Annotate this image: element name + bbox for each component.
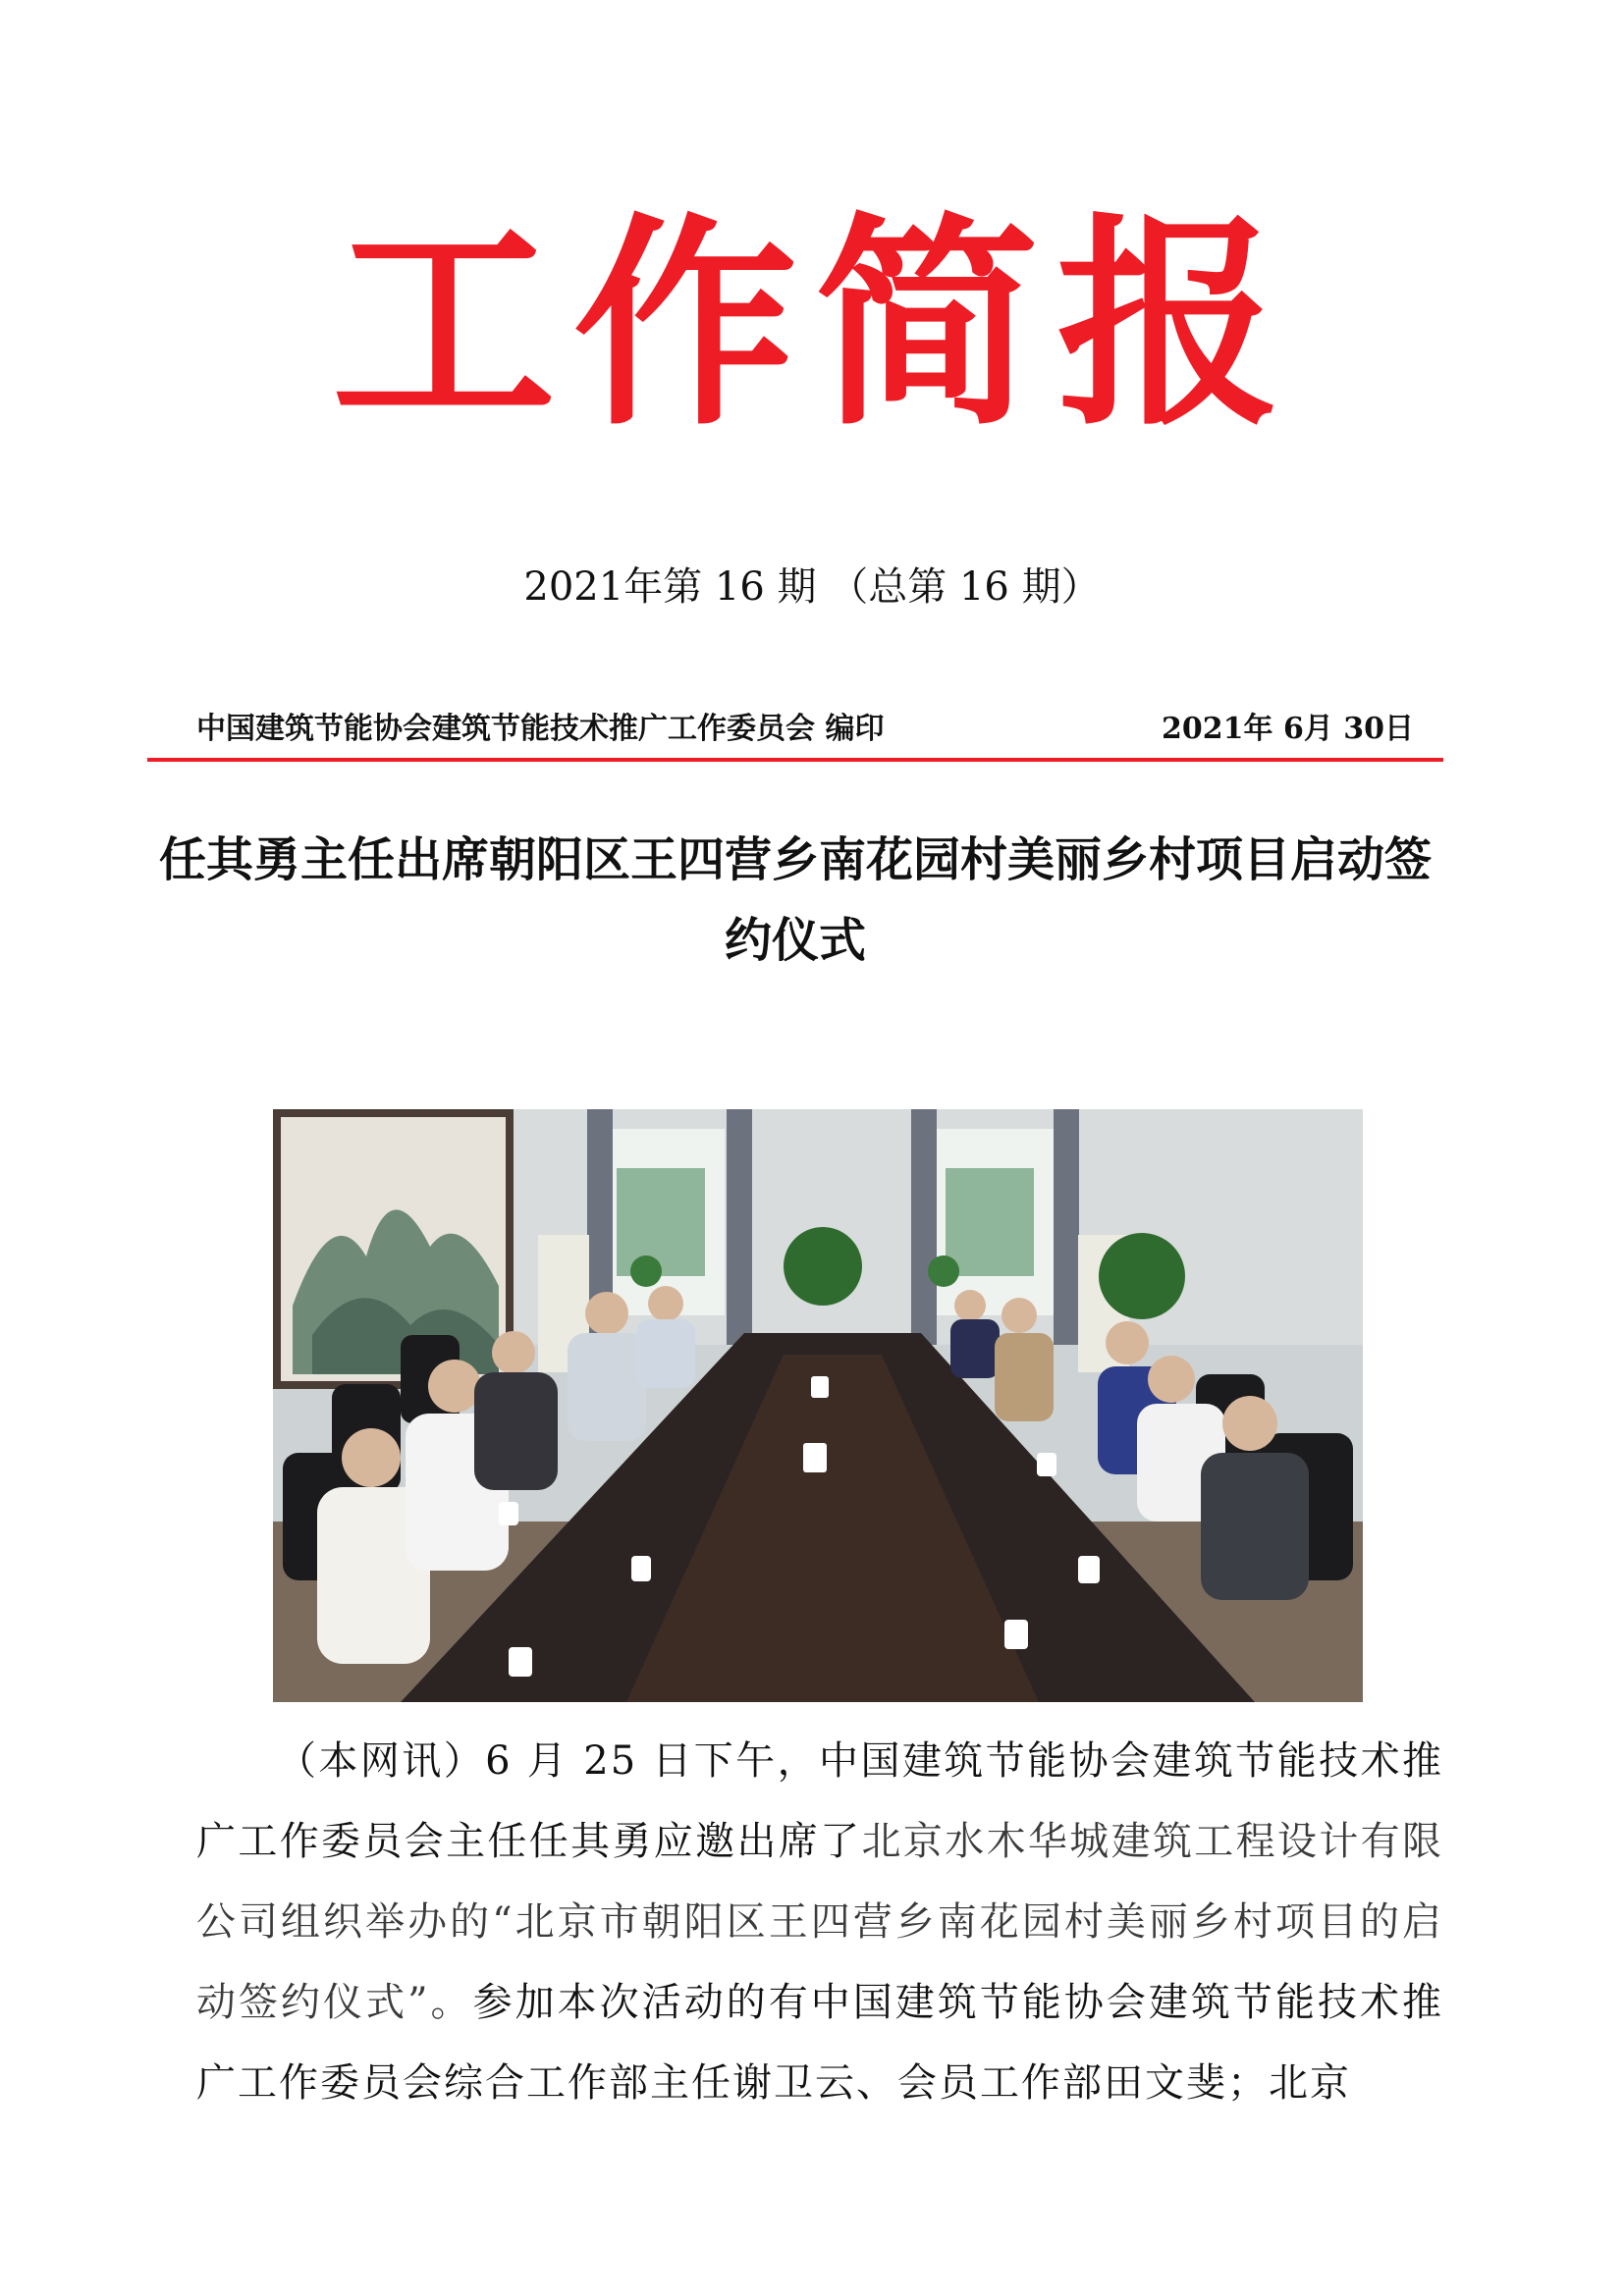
article-body [196,1721,1443,2123]
editor-organization: 中国建筑节能协会建筑节能技术推广工作委员会 编印 [196,712,885,746]
article-company: 北京水木华城建筑工程设计有限公司组织举办的“北京市朝阳区王四营乡南花园村美丽乡村项目的启动签约仪式”。 [196,1819,1444,2025]
meeting-photo [273,1109,1363,1702]
meeting-photo-illustration [273,1109,1363,1702]
header-divider [147,758,1443,762]
article-lead: （本网讯）6 月 25 日下午，中国建筑节能协会建筑节能技术推广工作委员会主任任其勇应邀出席了 [196,1738,1443,1864]
masthead-title: 工作简报 [332,192,1298,455]
article-tail: 参加本次活动的有中国建筑节能协会建筑节能技术推广工作委员会综合工作部主任谢卫云、会员工作部田文斐；北京 [196,1980,1444,2106]
article-headline: 任其勇主任出席朝阳区王四营乡南花园村美丽乡村项目启动签约仪式 [158,832,1432,968]
issue-number: 2021年第 16 期 （总第 16 期） [523,564,1101,610]
publish-date: 2021年 6月 30日 [1162,712,1415,746]
